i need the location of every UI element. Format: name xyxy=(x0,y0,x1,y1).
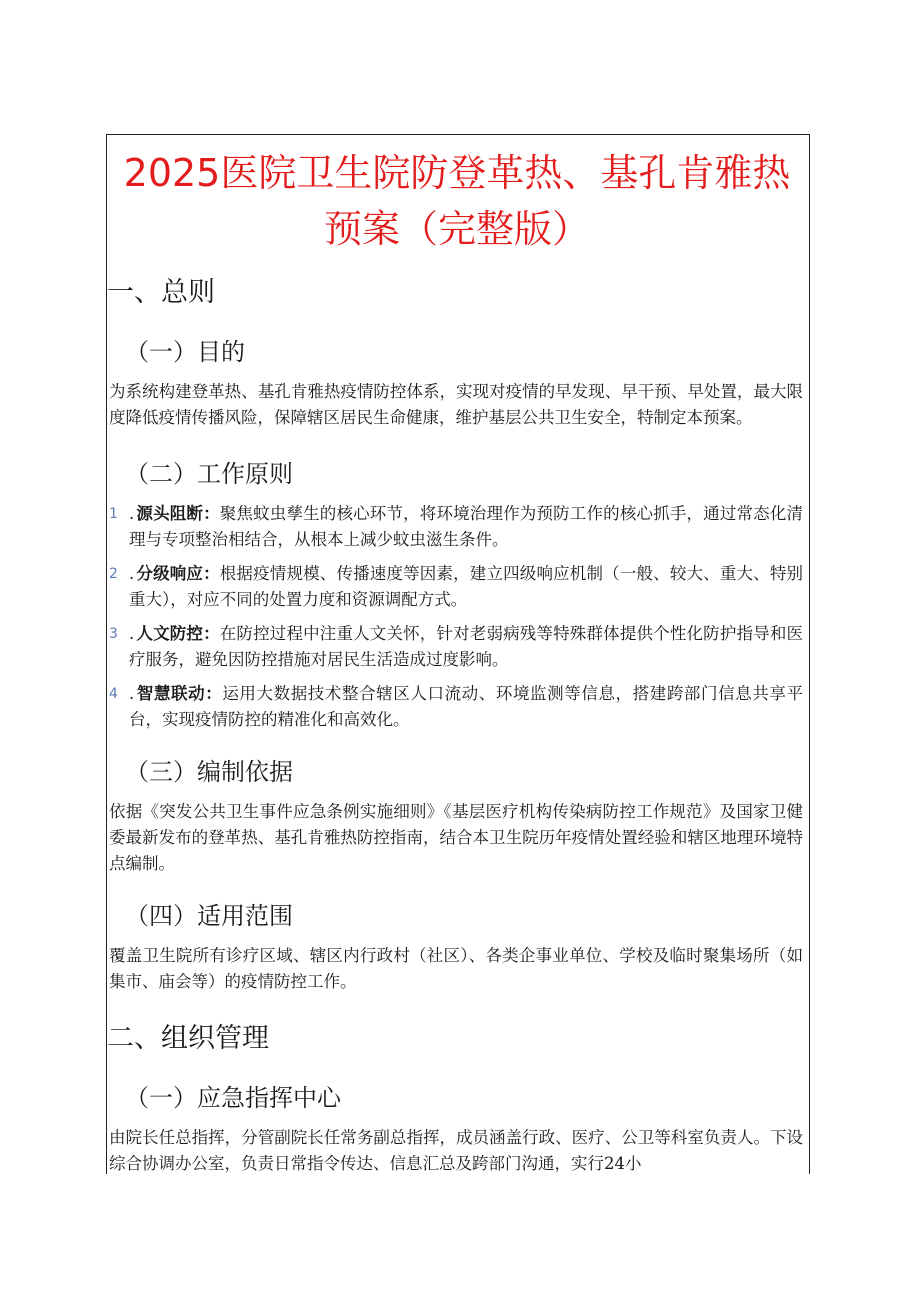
section-heading-general: 一、总则 xyxy=(107,277,215,308)
subsection-heading-principles: （二）工作原则 xyxy=(125,460,293,488)
list-item-dot: . xyxy=(129,504,135,523)
subsection-heading-scope: （四）适用范围 xyxy=(125,902,293,930)
paragraph-scope: 覆盖卫生院所有诊疗区域、辖区内行政村（社区）、各类企事业单位、学校及临时聚集场所（如集市、庙会等）的疫情防控工作。 xyxy=(109,946,803,991)
list-item xyxy=(107,501,807,553)
list-item-dot: . xyxy=(129,684,135,703)
list-item xyxy=(107,561,807,613)
subsection-heading-purpose: （一）目的 xyxy=(125,338,245,366)
list-item-number: 2 xyxy=(109,566,118,582)
document-title xyxy=(107,145,807,257)
paragraph-command-center: 由院长任总指挥，分管副院长任常务副总指挥，成员涵盖行政、医疗、公卫等科室负责人。下设综合协调办公室，负责日常指令传达、信息汇总及跨部门沟通，实行24小 xyxy=(109,1128,803,1173)
list-item xyxy=(107,681,807,733)
list-item-text: 根据疫情规模、传播速度等因素，建立四级响应机制（一般、较大、重大、特别重大），对应不同的处置力度和资源调配方式。 xyxy=(129,564,804,609)
list-item-text: 聚焦蚊虫孳生的核心环节，将环境治理作为预防工作的核心抓手，通过常态化清理与专项整治相结合，从根本上减少蚊虫滋生条件。 xyxy=(129,504,804,549)
list-item-text: 运用大数据技术整合辖区人口流动、环境监测等信息，搭建跨部门信息共享平台，实现疫情防控的精准化和高效化。 xyxy=(129,684,804,729)
list-item-number: 3 xyxy=(109,626,118,642)
title-line-1: 2025医院卫生院防登革热、基孔肯雅热 xyxy=(123,151,791,195)
document-content xyxy=(107,135,807,1174)
principles-list xyxy=(107,501,807,733)
list-item-text: 在防控过程中注重人文关怀，针对老弱病残等特殊群体提供个性化防护指导和医疗服务，避免因防控措施对居民生活造成过度影响。 xyxy=(129,624,804,669)
paragraph-purpose: 为系统构建登革热、基孔肯雅热疫情防控体系，实现对疫情的早发现、早干预、早处置，最大限度降低疫情传播风险，保障辖区居民生命健康，维护基层公共卫生安全，特制定本预案。 xyxy=(109,382,803,427)
list-item-dot: . xyxy=(129,624,135,643)
list-item xyxy=(107,621,807,673)
list-item-number: 4 xyxy=(109,686,118,702)
subsection-heading-command-center: （一）应急指挥中心 xyxy=(125,1084,341,1112)
list-item-number: 1 xyxy=(109,506,118,522)
list-item-dot: . xyxy=(129,564,135,583)
list-item-lead: 分级响应： xyxy=(136,564,220,583)
list-item-lead: 人文防控： xyxy=(136,624,220,643)
subsection-heading-basis: （三）编制依据 xyxy=(125,758,293,786)
title-line-2: 预案（完整版） xyxy=(323,207,590,251)
section-heading-organization: 二、组织管理 xyxy=(107,1023,269,1054)
paragraph-basis: 依据《突发公共卫生事件应急条例实施细则》《基层医疗机构传染病防控工作规范》及国家卫健委最新发布的登革热、基孔肯雅热防控指南，结合本卫生院历年疫情处置经验和辖区地理环境特点编制。 xyxy=(109,802,803,873)
document-frame xyxy=(106,134,810,1174)
list-item-lead: 智慧联动： xyxy=(136,684,223,703)
list-item-lead: 源头阻断： xyxy=(136,504,220,523)
